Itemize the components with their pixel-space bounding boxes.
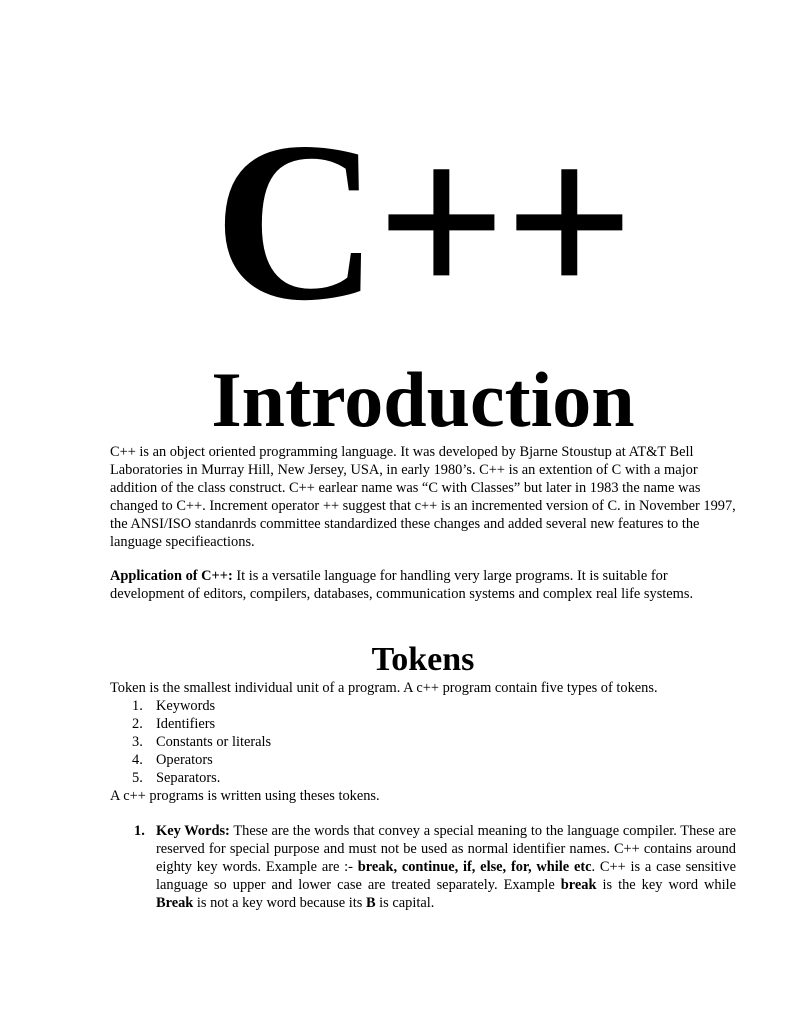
keywords-examples: break, continue, if, else, for, while etc <box>357 859 592 875</box>
keyword-Break: Break <box>156 895 194 911</box>
document-title: C++ <box>213 96 633 348</box>
keyword-break: break <box>560 877 597 893</box>
application-label: Application of C++: <box>110 568 233 584</box>
list-item-label: Keywords <box>156 698 216 714</box>
list-item: 4. Operators <box>132 752 213 768</box>
list-item: 2. Identifiers <box>132 716 216 732</box>
list-item: 5. Separators. <box>132 770 221 786</box>
application-paragraph <box>110 567 738 603</box>
capital-letter-b: B <box>365 895 376 911</box>
tokens-heading: Tokens <box>371 641 475 678</box>
list-item-label: Constants or literals <box>156 734 272 750</box>
keywords-label: Key Words: <box>156 823 230 839</box>
list-item-label: Identifiers <box>156 716 216 732</box>
introduction-heading: Introduction <box>211 356 635 443</box>
token-types-list <box>110 697 271 787</box>
tokens-outro: A c++ programs is written using theses tokens. <box>110 788 380 804</box>
keywords-item-body: Key Words: These are the words that convey a special meaning to the language compiler. These are reserved for special purpose and must not be used as normal identifier names. C++ contains around eighty key words. Example are :- break, continue, if, else, for, while etc. C++ is a case sensitive language so upper and lower case are treated separately. Example break is the key word while Break is not a key word because its B is capital. <box>156 823 736 911</box>
list-item-label: Operators <box>156 752 213 768</box>
list-item: 1. Keywords <box>132 698 216 714</box>
list-item: 3. Constants or literals <box>132 734 272 750</box>
introduction-paragraph: C++ is an object oriented programming language. It was developed by Bjarne Stoustup at AT&T Bell Laboratories in Murray Hill, New Jersey, USA, in early 1980’s. C++ is an extention of C with a major addition of the class construct. C++ earlear name was “C with Classes” but later in 1983 the name was changed to C++. Increment operator ++ suggest that c++ is an incremented version of C. in November 1997, the ANSI/ISO standanrds committee standardized these changes and added several new features to the language specifieactions. <box>110 444 736 550</box>
list-item-label: Separators. <box>156 770 221 786</box>
application-text: It is a versatile language for handling very large programs. It is suitable for development of editors, compilers, databases, communication systems and complex real life systems. <box>110 568 694 602</box>
tokens-intro: Token is the smallest individual unit of a program. A c++ program contain five types of tokens. <box>110 680 658 696</box>
keywords-item <box>110 822 736 912</box>
keywords-item-number: 1. <box>134 823 145 839</box>
